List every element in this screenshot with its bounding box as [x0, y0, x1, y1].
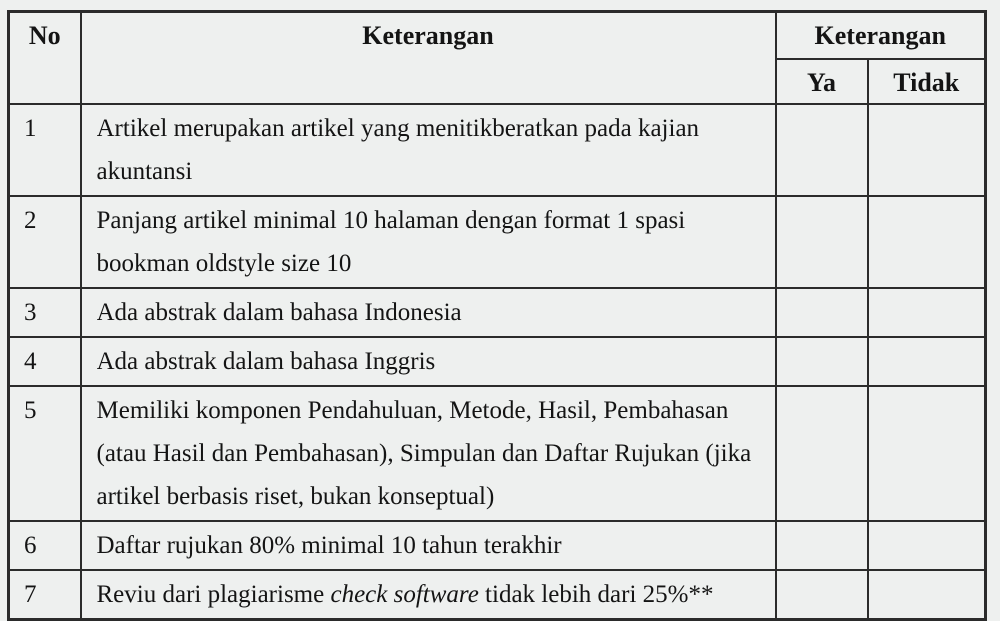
- row-number: 4: [9, 337, 81, 386]
- col-header-no: No: [9, 12, 81, 105]
- description-line: [97, 573, 773, 616]
- row-description: [81, 288, 776, 337]
- tidak-cell: [868, 386, 986, 521]
- text-run: akuntansi: [96, 158, 193, 185]
- row-number: 1: [9, 104, 81, 196]
- tidak-cell: [868, 288, 986, 337]
- text-run: Daftar rujukan 80% minimal 10 tahun terakhir: [96, 532, 562, 559]
- row-number: 7: [9, 570, 81, 620]
- description-line: [97, 242, 773, 285]
- row-description: [81, 386, 776, 521]
- table-row: [9, 104, 986, 196]
- row-description: [81, 196, 776, 288]
- row-number: 2: [9, 196, 81, 288]
- col-header-keterangan: Keterangan: [81, 12, 776, 105]
- text-run: (atau Hasil dan Pembahasan), Simpulan dan Daftar Rujukan (jika: [96, 440, 752, 467]
- italic-text-run: check software: [330, 581, 479, 608]
- col-header-ya: Ya: [776, 59, 868, 104]
- col-header-status-group: Keterangan: [776, 12, 986, 60]
- tidak-cell: [868, 521, 986, 570]
- ya-cell: [776, 104, 868, 196]
- checklist-table: [7, 10, 987, 621]
- table-row: [9, 570, 986, 620]
- row-number: 3: [9, 288, 81, 337]
- description-line: [97, 389, 773, 432]
- ya-cell: [776, 521, 868, 570]
- row-number: 6: [9, 521, 81, 570]
- text-run: Ada abstrak dalam bahasa Inggris: [96, 348, 436, 375]
- tidak-cell: [868, 196, 986, 288]
- ya-cell: [776, 386, 868, 521]
- description-line: [97, 107, 773, 150]
- table-row: [9, 196, 986, 288]
- tidak-cell: [868, 104, 986, 196]
- row-description: [81, 570, 776, 620]
- row-description: [81, 521, 776, 570]
- row-description: [81, 337, 776, 386]
- row-description: [81, 104, 776, 196]
- description-line: [97, 199, 773, 242]
- tidak-cell: [868, 337, 986, 386]
- text-run: Panjang artikel minimal 10 halaman dengan format 1 spasi: [96, 207, 686, 234]
- description-line: [97, 340, 773, 383]
- ya-cell: [776, 570, 868, 620]
- text-run: artikel berbasis riset, bukan konseptual): [96, 483, 495, 510]
- description-line: [97, 432, 773, 475]
- checklist-body: [9, 104, 986, 620]
- table-row: [9, 521, 986, 570]
- description-line: [97, 524, 773, 567]
- row-number: 5: [9, 386, 81, 521]
- text-run: tidak lebih dari 25%**: [478, 581, 714, 608]
- table-row: [9, 337, 986, 386]
- ya-cell: [776, 288, 868, 337]
- col-header-tidak: Tidak: [868, 59, 986, 104]
- description-line: [97, 475, 773, 518]
- table-row: [9, 288, 986, 337]
- text-run: Memiliki komponen Pendahuluan, Metode, Hasil, Pembahasan: [96, 397, 729, 424]
- text-run: Artikel merupakan artikel yang menitikberatkan pada kajian: [96, 115, 700, 142]
- table-row: [9, 386, 986, 521]
- tidak-cell: [868, 570, 986, 620]
- ya-cell: [776, 196, 868, 288]
- description-line: [97, 150, 773, 193]
- description-line: [97, 291, 773, 334]
- text-run: Reviu dari plagiarisme: [96, 581, 331, 608]
- ya-cell: [776, 337, 868, 386]
- text-run: bookman oldstyle size 10: [96, 250, 352, 277]
- text-run: Ada abstrak dalam bahasa Indonesia: [96, 299, 462, 326]
